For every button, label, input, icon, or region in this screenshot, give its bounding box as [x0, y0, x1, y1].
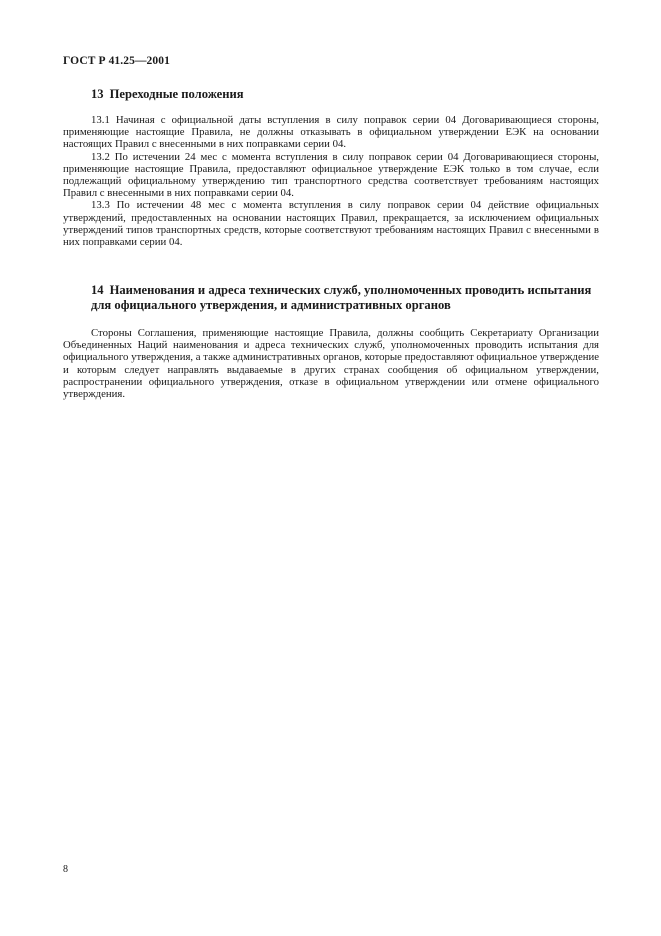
- paragraph-14-1: Стороны Соглашения, применяющие настоящие Правила, должны сообщить Секретариату Организации Объединенных Наций наименования и адреса технических служб, уполномоченных проводить испытания для официального утверждения, а также административных органов, которые предоставляют официальное утверждение и которым следует направлять выдаваемые в других странах сообщения об официальном утверждении, распространении официального утверждения, отказе в официальном утверждении или отмене официального утверждения.: [63, 327, 599, 401]
- section-13: [63, 87, 599, 248]
- section-number: 14: [91, 283, 104, 297]
- section-title: Наименования и адреса технических служб, уполномоченных проводить испытания для официального утверждения, и административных органов: [91, 283, 592, 312]
- section-14: [63, 283, 599, 400]
- section-heading: [63, 87, 599, 102]
- paragraph-13-3: 13.3 По истечении 48 мес с момента вступления в силу поправок серии 04 действие официальных утверждений, предоставленных на основании настоящих Правил, прекращается, за исключением официальных утверждений типов транспортных средств, которые соответствуют требованиям настоящих Правил с внесенными в них поправками серии 04.: [63, 199, 599, 249]
- section-number: 13: [91, 87, 104, 101]
- running-header: ГОСТ Р 41.25—2001: [63, 55, 170, 67]
- paragraph-13-1: 13.1 Начиная с официальной даты вступления в силу поправок серии 04 Договаривающиеся стороны, применяющие настоящие Правила, не должны отказывать в официальном утверждении ЕЭК на основании настоящих Правил с внесенными в них поправками серии 04.: [63, 114, 599, 151]
- page-number: 8: [63, 864, 68, 875]
- paragraph-13-2: 13.2 По истечении 24 мес с момента вступления в силу поправок серии 04 Договаривающиеся стороны, применяющие настоящие Правила, предоставляют официальное утверждение ЕЭК только в том случае, если подлежащий официальному утверждению тип транспортного средства соответствует требованиям настоящих Правил с внесенными в них поправками серии 04.: [63, 150, 599, 200]
- section-heading: [63, 283, 599, 313]
- section-title: Переходные положения: [109, 87, 244, 101]
